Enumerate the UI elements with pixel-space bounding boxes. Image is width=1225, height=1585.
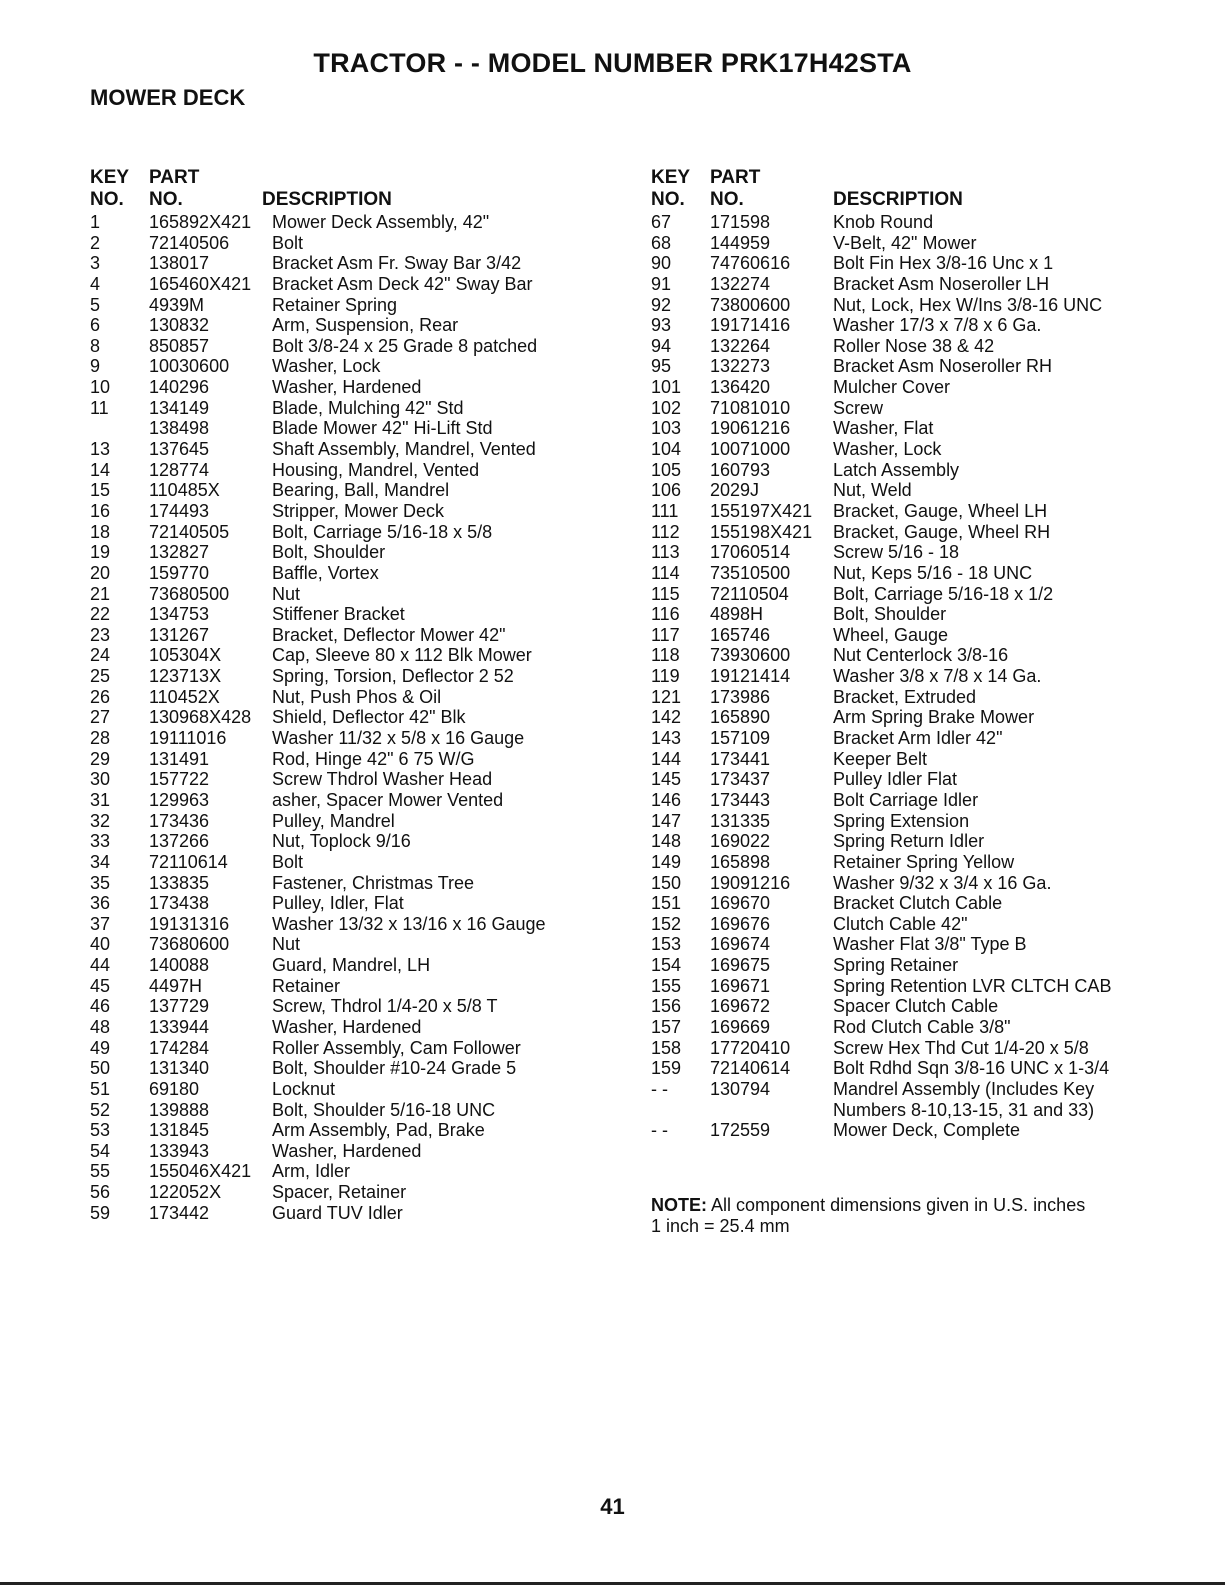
key-number: 52 [90,1099,111,1120]
part-number: 17720410 [710,1037,791,1058]
part-number: 110452X [149,686,220,707]
key-number: 121 [651,686,682,707]
key-number: 91 [651,273,672,294]
header-key-label: KEY [651,167,691,188]
key-number: 156 [651,996,682,1017]
part-description: Bracket Asm Fr. Sway Bar 3/42 [272,253,522,274]
part-description: Washer, Hardened [272,377,422,398]
part-description: Mulcher Cover [833,377,951,398]
part-description: Bracket Arm Idler 42" [833,728,1003,749]
part-description: Bracket, Extruded [833,686,977,707]
part-description: Bracket Asm Noseroller RH [833,356,1053,377]
key-number: 2 [90,232,101,253]
key-number: 144 [651,748,682,769]
header-key-no: NO. [90,189,124,210]
part-number: 169671 [710,975,771,996]
part-description: Spring, Torsion, Deflector 2 52 [272,666,514,687]
part-description: Washer 13/32 x 13/16 x 16 Gauge [272,913,546,934]
key-number: 118 [651,645,680,666]
key-number: 115 [651,583,680,604]
part-description: Retainer Spring [272,294,398,315]
part-description: Keeper Belt [833,748,928,769]
part-description: Latch Assembly [833,459,960,480]
header-description: DESCRIPTION [262,189,392,210]
key-number: 59 [90,1202,111,1223]
key-number: 16 [90,500,111,521]
part-number: 169672 [710,996,771,1017]
part-description: Blade Mower 42" Hi-Lift Std [272,418,493,439]
part-number: 74760616 [710,253,791,274]
part-description: Rod, Hinge 42" 6 75 W/G [272,748,475,769]
part-number: 850857 [149,335,210,356]
part-description: Washer, Hardened [272,1140,422,1161]
key-number: 19 [90,542,111,563]
part-description: Washer, Hardened [272,1016,422,1037]
part-description: Fastener, Christmas Tree [272,872,475,893]
part-number: 131845 [149,1120,210,1141]
part-description: Stripper, Mower Deck [272,500,445,521]
note-text: All component dimensions given in U.S. inches [707,1195,1086,1215]
key-number: 158 [651,1037,682,1058]
part-number: 169022 [710,831,771,852]
key-number: 26 [90,686,111,707]
header-part-no: NO. [710,189,744,210]
part-number: 130794 [710,1078,771,1099]
part-description: Spacer, Retainer [272,1182,407,1203]
page-number: 41 [600,1494,625,1519]
part-description: Bracket, Gauge, Wheel LH [833,500,1048,521]
key-number: 46 [90,996,111,1017]
part-number: 173442 [149,1202,210,1223]
key-number: 5 [90,294,101,315]
key-number: 22 [90,604,111,625]
part-number: 155046X421 [149,1161,252,1182]
key-number: 155 [651,975,682,996]
key-number: 149 [651,851,682,872]
part-description: Bracket Clutch Cable [833,893,1003,914]
part-number: 10071000 [710,439,791,460]
part-number: 171598 [710,212,771,232]
key-number: 95 [651,356,672,377]
part-number: 169674 [710,934,771,955]
dimension-note [651,1195,1085,1237]
part-number: 173436 [149,810,210,831]
part-description: Nut [272,583,301,604]
part-description: Spacer Clutch Cable [833,996,999,1017]
key-number: 35 [90,872,111,893]
key-number: 111 [651,500,679,521]
part-number: 133944 [149,1016,210,1037]
key-number: 25 [90,666,111,687]
key-number: 31 [90,789,111,810]
part-description: Bolt Carriage Idler [833,789,979,810]
part-number: 137729 [149,996,210,1017]
part-description: Bolt, Shoulder [833,604,947,625]
part-number: 174284 [149,1037,210,1058]
part-description: Roller Nose 38 & 42 [833,335,995,356]
part-description: Washer, Lock [833,439,942,460]
part-description: Bolt, Shoulder [272,542,386,563]
key-number: 27 [90,707,111,728]
part-description: Bearing, Ball, Mandrel [272,480,450,501]
part-number: 71081010 [710,397,791,418]
key-number: 94 [651,335,672,356]
part-description: Bolt [272,232,304,253]
section-heading: MOWER DECK [90,85,246,110]
part-number: 73930600 [710,645,791,666]
part-number: 131491 [149,748,210,769]
key-number: 1 [90,212,101,232]
part-number: 73510500 [710,562,791,583]
key-number: 103 [651,418,682,439]
key-number: 112 [651,521,680,542]
note-label: NOTE: [651,1195,707,1215]
part-description: V-Belt, 42" Mower [833,232,977,253]
part-description: Wheel, Gauge [833,624,949,645]
key-number: 53 [90,1120,111,1141]
part-description: Nut, Weld [833,480,912,501]
part-number: 165890 [710,707,771,728]
key-number: 147 [651,810,682,831]
part-number: 4497H [149,975,203,996]
key-number: 146 [651,789,682,810]
key-number: 4 [90,273,101,294]
part-description: Mandrel Assembly (Includes Key [833,1078,1095,1099]
key-number: 113 [651,542,680,563]
part-description: Rod Clutch Cable 3/8" [833,1016,1011,1037]
part-number: 4939M [149,294,205,315]
key-number: 143 [651,728,682,749]
key-number: 32 [90,810,111,831]
part-description: Numbers 8-10,13-15, 31 and 33) [833,1099,1095,1120]
part-number: 138498 [149,418,210,439]
key-number: 152 [651,913,682,934]
part-description: Mower Deck Assembly, 42" [272,212,490,232]
key-number: 11 [90,397,109,418]
part-number: 169669 [710,1016,771,1037]
key-number: 30 [90,769,111,790]
part-description: Spring Retainer [833,955,959,976]
part-description: Bracket Asm Deck 42" Sway Bar [272,273,533,294]
part-description: Bolt [272,851,304,872]
part-description: Housing, Mandrel, Vented [272,459,480,480]
part-description: Bracket, Gauge, Wheel RH [833,521,1051,542]
part-description: Screw [833,397,884,418]
part-description: Guard TUV Idler [272,1202,403,1223]
key-number: 28 [90,728,111,749]
part-number: 132274 [710,273,771,294]
key-number: 24 [90,645,111,666]
part-description: Stiffener Bracket [272,604,405,625]
part-description: Blade, Mulching 42" Std [272,397,464,418]
part-number: 72110614 [149,851,228,872]
part-description: Bolt, Carriage 5/16-18 x 1/2 [833,583,1054,604]
key-number: 93 [651,315,672,336]
part-description: Mower Deck, Complete [833,1120,1021,1141]
part-number: 165746 [710,624,771,645]
key-number: 15 [90,480,111,501]
key-number: 159 [651,1058,682,1079]
key-number: 114 [651,562,680,583]
part-description: Pulley, Idler, Flat [272,893,404,914]
key-number: 23 [90,624,111,645]
part-number: 137645 [149,439,210,460]
part-number: 69180 [149,1078,200,1099]
key-number: 154 [651,955,682,976]
part-description: Washer 11/32 x 5/8 x 16 Gauge [272,728,525,749]
part-number: 144959 [710,232,771,253]
key-number: 105 [651,459,682,480]
part-description: Spring Return Idler [833,831,985,852]
key-number: 68 [651,232,672,253]
part-description: Roller Assembly, Cam Follower [272,1037,521,1058]
key-number: 153 [651,934,682,955]
part-description: Pulley, Mandrel [272,810,395,831]
part-description: Washer 17/3 x 7/8 x 6 Ga. [833,315,1042,336]
page-title: TRACTOR - - MODEL NUMBER PRK17H42STA [313,48,912,78]
part-number: 110485X [149,480,220,501]
part-description: Screw Hex Thd Cut 1/4-20 x 5/8 [833,1037,1089,1058]
part-description: Washer 3/8 x 7/8 x 14 Ga. [833,666,1042,687]
key-number: 13 [90,439,111,460]
part-description: Arm Spring Brake Mower [833,707,1035,728]
key-number: - - [651,1120,668,1141]
key-number: 148 [651,831,682,852]
part-description: Screw Thdrol Washer Head [272,769,493,790]
part-description: Baffle, Vortex [272,562,379,583]
part-description: Guard, Mandrel, LH [272,955,431,976]
part-number: 169670 [710,893,771,914]
header-part-label: PART [149,167,200,188]
part-number: 140296 [149,377,210,398]
part-number: 131335 [710,810,771,831]
part-description: Arm Assembly, Pad, Brake [272,1120,485,1141]
part-description: Bolt, Carriage 5/16-18 x 5/8 [272,521,493,542]
part-number: 165898 [710,851,771,872]
part-description: Knob Round [833,212,934,232]
part-description: Bolt Fin Hex 3/8-16 Unc x 1 [833,253,1054,274]
part-number: 157722 [149,769,210,790]
part-number: 19061216 [710,418,791,439]
key-number: 9 [90,356,101,377]
key-number: 14 [90,459,111,480]
part-number: 173986 [710,686,771,707]
key-number: 45 [90,975,111,996]
key-number: 67 [651,212,672,232]
part-number: 131267 [149,624,210,645]
part-description: Nut, Keps 5/16 - 18 UNC [833,562,1033,583]
key-number: 51 [90,1078,111,1099]
part-number: 173443 [710,789,771,810]
part-number: 19111016 [149,728,227,749]
key-number: 116 [651,604,680,625]
part-number: 73800600 [710,294,791,315]
part-number: 72140614 [710,1058,791,1079]
part-description: Nut, Toplock 9/16 [272,831,411,852]
header-part-label: PART [710,167,761,188]
part-number: 122052X [149,1182,222,1203]
key-number: 6 [90,315,101,336]
part-number: 137266 [149,831,210,852]
key-number: 104 [651,439,682,460]
part-description: Washer 9/32 x 3/4 x 16 Ga. [833,872,1052,893]
part-number: 2029J [710,480,760,501]
part-description: Nut Centerlock 3/8-16 [833,645,1009,666]
key-number: 3 [90,253,101,274]
part-description: Washer Flat 3/8" Type B [833,934,1027,955]
key-number: 150 [651,872,682,893]
header-key-label: KEY [90,167,130,188]
key-number: 54 [90,1140,111,1161]
part-description: Screw, Thdrol 1/4-20 x 5/8 T [272,996,498,1017]
key-number: 56 [90,1182,111,1203]
part-number: 157109 [710,728,771,749]
part-number: 4898H [710,604,764,625]
part-number: 73680600 [149,934,230,955]
part-number: 129963 [149,789,210,810]
part-number: 132827 [149,542,210,563]
part-number: 10030600 [149,356,230,377]
part-description: Washer, Lock [272,356,381,377]
part-number: 128774 [149,459,210,480]
part-number: 130968X428 [149,707,252,728]
part-number: 169676 [710,913,771,934]
key-number: 102 [651,397,682,418]
part-number: 155198X421 [710,521,813,542]
part-description: Bolt 3/8-24 x 25 Grade 8 patched [272,335,538,356]
key-number: 37 [90,913,111,934]
part-description: Locknut [272,1078,336,1099]
part-description: Pulley Idler Flat [833,769,958,790]
part-number: 155197X421 [710,500,813,521]
key-number: 119 [651,666,680,687]
part-number: 173438 [149,893,210,914]
note-conversion: 1 inch = 25.4 mm [651,1216,790,1236]
key-number: 145 [651,769,682,790]
key-number: 157 [651,1016,682,1037]
key-number: 44 [90,955,111,976]
part-description: Clutch Cable 42" [833,913,968,934]
part-number: 173441 [710,748,771,769]
part-number: 131340 [149,1058,210,1079]
part-number: 134149 [149,397,210,418]
part-number: 173437 [710,769,771,790]
part-description: Bolt, Shoulder #10-24 Grade 5 [272,1058,517,1079]
part-number: 165892X421 [149,212,252,232]
part-number: 139888 [149,1099,210,1120]
part-number: 138017 [149,253,210,274]
key-number: 106 [651,480,682,501]
key-number: 50 [90,1058,111,1079]
part-number: 174493 [149,500,210,521]
part-number: 130832 [149,315,210,336]
key-number: 49 [90,1037,111,1058]
key-number: 29 [90,748,111,769]
part-number: 72110504 [710,583,789,604]
part-number: 159770 [149,562,210,583]
key-number: 20 [90,562,111,583]
key-number: 55 [90,1161,111,1182]
part-description: Shaft Assembly, Mandrel, Vented [272,439,536,460]
key-number: 10 [90,377,111,398]
part-number: 172559 [710,1120,771,1141]
part-description: Arm, Idler [272,1161,351,1182]
part-number: 105304X [149,645,222,666]
part-number: 133943 [149,1140,210,1161]
part-number: 72140505 [149,521,230,542]
part-description: Cap, Sleeve 80 x 112 Blk Mower [272,645,532,666]
key-number: 33 [90,831,111,852]
part-number: 19131316 [149,913,230,934]
key-number: 40 [90,934,111,955]
header-key-no: NO. [651,189,685,210]
part-number: 19091216 [710,872,791,893]
part-description: Nut, Push Phos & Oil [272,686,442,707]
key-number: 92 [651,294,672,315]
part-description: Spring Extension [833,810,970,831]
part-number: 72140506 [149,232,230,253]
part-description: Bracket, Deflector Mower 42" [272,624,506,645]
key-number: 36 [90,893,111,914]
part-description: asher, Spacer Mower Vented [272,789,504,810]
part-number: 19171416 [710,315,791,336]
key-number: 8 [90,335,101,356]
part-description: Nut [272,934,301,955]
key-number: 151 [651,893,682,914]
part-number: 132273 [710,356,771,377]
header-description: DESCRIPTION [833,189,963,210]
part-description: Retainer [272,975,341,996]
key-number: 90 [651,253,672,274]
part-description: Retainer Spring Yellow [833,851,1015,872]
key-number: 101 [651,377,682,398]
key-number: 142 [651,707,682,728]
part-description: Nut, Lock, Hex W/Ins 3/8-16 UNC [833,294,1103,315]
part-number: 73680500 [149,583,230,604]
part-number: 19121414 [710,666,791,687]
part-description: Washer, Flat [833,418,934,439]
part-number: 136420 [710,377,771,398]
part-number: 134753 [149,604,210,625]
part-number: 169675 [710,955,771,976]
part-number: 123713X [149,666,222,687]
part-description: Screw 5/16 - 18 [833,542,960,563]
part-description: Bolt, Shoulder 5/16-18 UNC [272,1099,496,1120]
key-number: 18 [90,521,111,542]
part-description: Shield, Deflector 42" Blk [272,707,466,728]
part-number: 133835 [149,872,210,893]
key-number: 48 [90,1016,111,1037]
key-number: 117 [651,624,680,645]
part-number: 17060514 [710,542,791,563]
key-number: 21 [90,583,111,604]
key-number: - - [651,1078,668,1099]
part-description: Arm, Suspension, Rear [272,315,459,336]
part-description: Bracket Asm Noseroller LH [833,273,1050,294]
part-description: Spring Retention LVR CLTCH CAB [833,975,1112,996]
part-number: 165460X421 [149,273,252,294]
part-number: 140088 [149,955,210,976]
part-number: 132264 [710,335,771,356]
header-part-no: NO. [149,189,183,210]
key-number: 34 [90,851,111,872]
part-number: 160793 [710,459,771,480]
part-description: Bolt Rdhd Sqn 3/8-16 UNC x 1-3/4 [833,1058,1110,1079]
